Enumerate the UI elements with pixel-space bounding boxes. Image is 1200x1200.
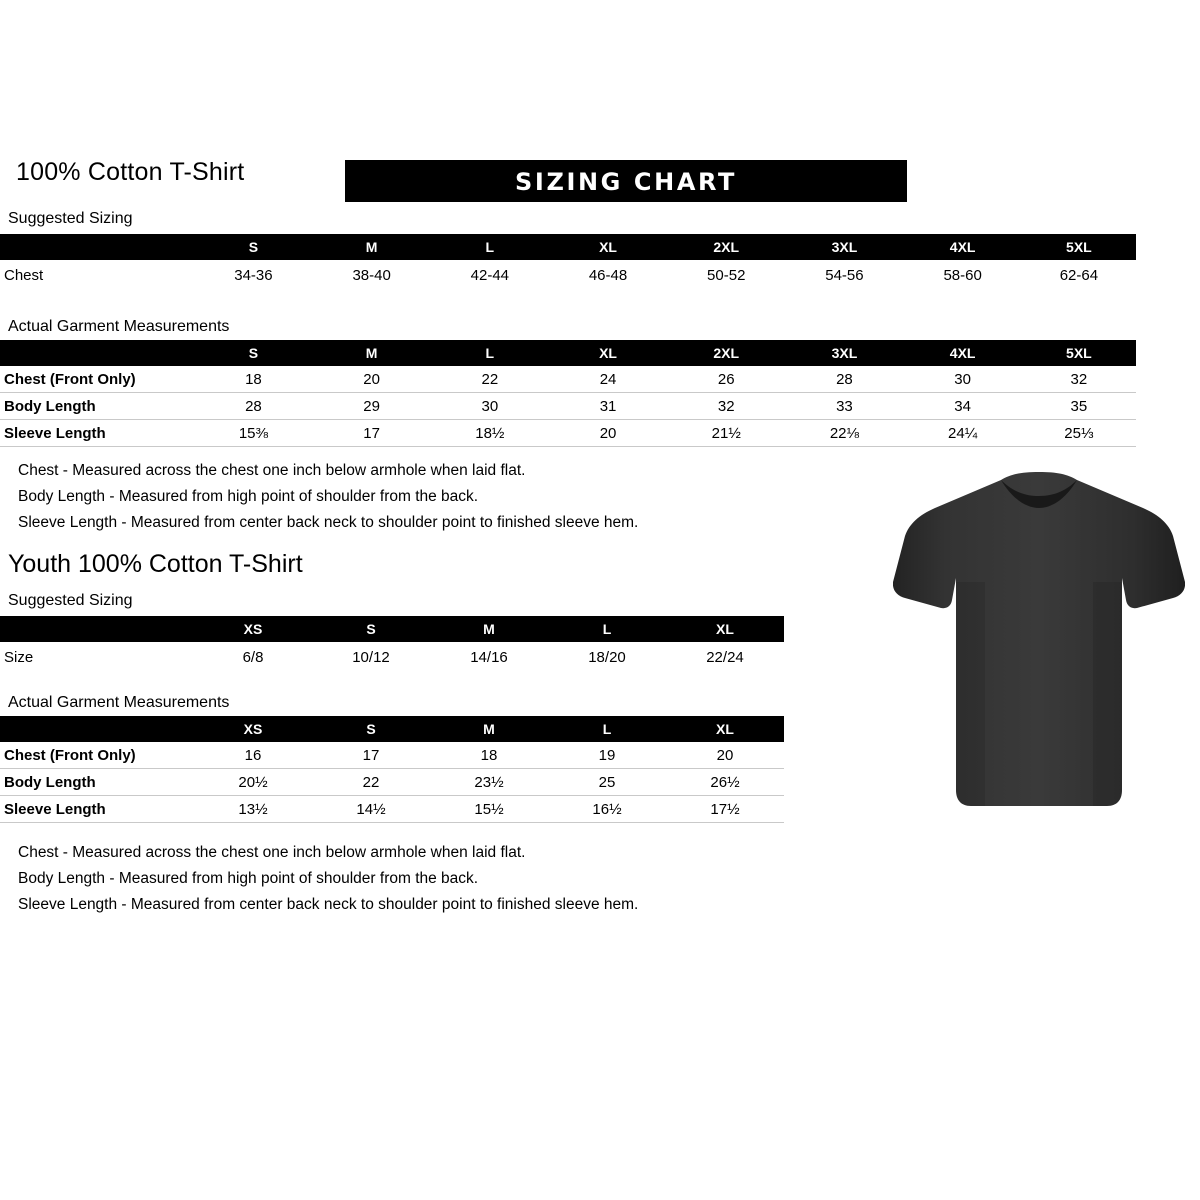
row-label: Chest (Front Only) [0,366,194,393]
col-header: M [483,621,495,637]
table-row [0,769,784,796]
cell: 38-40 [352,266,391,284]
col-header: M [365,345,378,361]
cell: 24 [549,366,667,393]
cell: 17 [312,742,430,769]
youth-actual-measurements-table [0,716,784,823]
cell: 16 [194,742,312,769]
adult-actual-label: Actual Garment Measurements [8,318,230,335]
note-body-length: Body Length - Measured from high point of shoulder from the back. [18,870,479,887]
cell: 28 [194,393,312,420]
cell: 32 [1022,366,1136,393]
cell: 30 [904,366,1022,393]
sizing-chart-banner-label: SIZING CHART [515,168,737,196]
cell: 20 [313,366,431,393]
col-header [0,340,194,366]
col-header: XL [716,721,734,737]
col-header: 5XL [1066,345,1092,361]
cell: 19 [548,742,666,769]
col-header: XS [243,621,263,637]
cell: 54-56 [825,266,864,284]
table-row [0,260,1136,290]
cell: 15⅜ [194,420,312,447]
cell: 26½ [666,769,784,796]
cell: 18/20 [588,648,626,666]
cell: 17½ [666,796,784,823]
table-header-row [0,616,784,642]
youth-actual-label: Actual Garment Measurements [8,694,230,711]
adult-actual-measurements-table [0,340,1136,447]
youth-suggested-sizing-table [0,616,784,672]
adult-section-title: 100% Cotton T-Shirt [16,158,245,186]
cell: 24¼ [904,420,1022,447]
tshirt-illustration [893,470,1185,810]
col-header: M [365,239,378,255]
col-header: S [248,345,259,361]
col-header: L [485,345,495,361]
col-header [0,234,194,260]
col-header: 3XL [831,239,858,255]
table-row [0,393,1136,420]
col-header: L [485,239,495,255]
col-header: XL [599,239,617,255]
row-label: Chest (Front Only) [0,742,194,769]
cell: 22 [431,366,549,393]
cell: 25⅓ [1022,420,1136,447]
col-header: 4XL [949,239,976,255]
cell: 21½ [667,420,785,447]
col-header: XS [243,721,263,737]
col-header: 2XL [713,345,740,361]
cell: 22 [312,769,430,796]
row-label: Sleeve Length [0,796,194,823]
cell: 22⅛ [785,420,903,447]
cell: 20 [549,420,667,447]
cell: 17 [313,420,431,447]
cell: 15½ [430,796,548,823]
col-header: 3XL [831,345,858,361]
cell: 23½ [430,769,548,796]
cell: 50-52 [707,266,746,284]
note-body-length: Body Length - Measured from high point of shoulder from the back. [18,488,479,505]
note-chest: Chest - Measured across the chest one inch below armhole when laid flat. [18,462,526,479]
cell: 28 [785,366,903,393]
table-row [0,642,784,672]
adult-measurement-notes [18,458,638,536]
cell: 14/16 [470,648,508,666]
header-row [8,158,1192,202]
note-sleeve-length: Sleeve Length - Measured from center back neck to shoulder point to finished sleeve hem. [18,514,639,531]
col-header: S [366,721,376,737]
cell: 35 [1022,393,1136,420]
col-header: XL [716,621,734,637]
col-header: M [483,721,495,737]
col-header: L [602,621,612,637]
row-label: Body Length [0,393,194,420]
cell: 16½ [548,796,666,823]
youth-measurement-notes [18,840,638,918]
col-header [0,716,194,742]
cell: 6/8 [242,648,264,666]
col-header: 4XL [949,345,976,361]
col-header: 2XL [713,239,740,255]
cell: 34 [904,393,1022,420]
row-label: Chest [4,266,44,284]
note-chest: Chest - Measured across the chest one inch below armhole when laid flat. [18,844,526,861]
cell: 62-64 [1059,266,1099,284]
col-header: S [366,621,376,637]
cell: 25 [548,769,666,796]
row-label: Sleeve Length [0,420,194,447]
table-header-row [0,234,1136,260]
sizing-chart-banner [345,160,907,202]
note-sleeve-length: Sleeve Length - Measured from center back neck to shoulder point to finished sleeve hem. [18,896,639,913]
cell: 33 [785,393,903,420]
cell: 34-36 [234,266,273,284]
cell: 18½ [431,420,549,447]
table-header-row [0,340,1136,366]
table-row [0,366,1136,393]
cell: 18 [430,742,548,769]
col-header: 5XL [1066,239,1092,255]
col-header: L [602,721,612,737]
youth-section-title: Youth 100% Cotton T-Shirt [8,550,303,578]
row-label: Body Length [0,769,194,796]
cell: 10/12 [352,648,390,666]
cell: 20½ [194,769,312,796]
cell: 13½ [194,796,312,823]
row-label: Size [4,648,34,666]
adult-suggested-label: Suggested Sizing [8,210,133,227]
col-header: XL [599,345,617,361]
cell: 42-44 [470,266,510,284]
cell: 29 [313,393,431,420]
cell: 18 [194,366,312,393]
cell: 22/24 [706,648,744,666]
cell: 32 [667,393,785,420]
cell: 58-60 [943,266,982,284]
cell: 20 [666,742,784,769]
col-header: S [248,239,259,255]
cell: 31 [549,393,667,420]
table-row [0,742,784,769]
adult-suggested-sizing-table [0,234,1136,290]
table-header-row [0,716,784,742]
cell: 26 [667,366,785,393]
cell: 14½ [312,796,430,823]
col-header [0,616,194,642]
cell: 46-48 [588,266,628,284]
table-row [0,796,784,823]
table-row [0,420,1136,447]
cell: 30 [431,393,549,420]
youth-suggested-label: Suggested Sizing [8,592,133,609]
